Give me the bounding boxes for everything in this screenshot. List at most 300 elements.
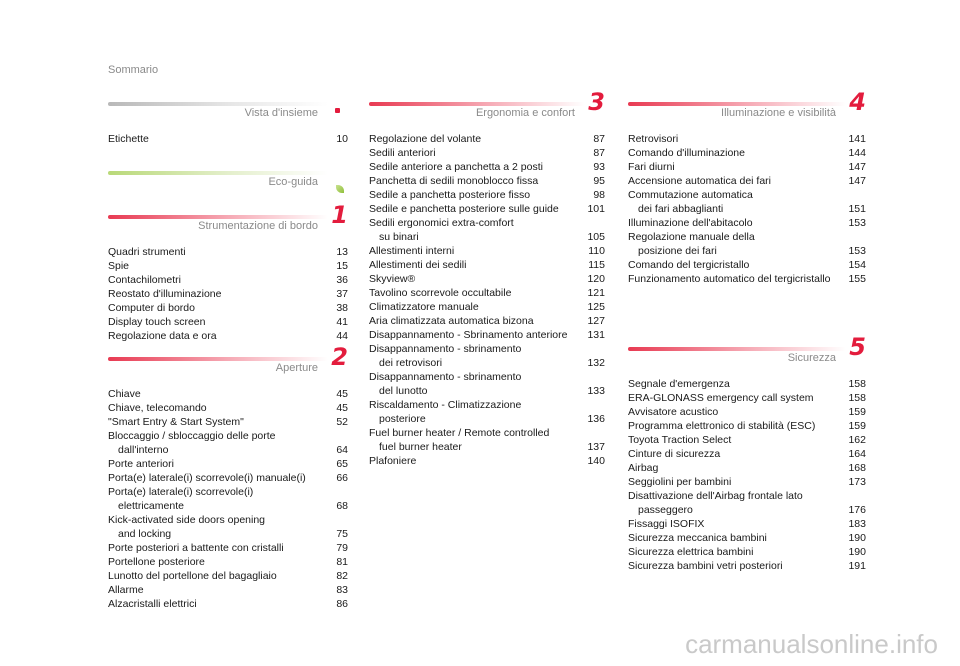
toc-entry-page: 98 bbox=[593, 189, 605, 201]
toc-entry[interactable] bbox=[628, 377, 866, 391]
toc-entry[interactable] bbox=[369, 426, 605, 454]
toc-entry-line: Plafoniere bbox=[369, 455, 417, 467]
toc-entry[interactable] bbox=[369, 454, 605, 468]
toc-entry[interactable] bbox=[369, 272, 605, 286]
toc-entry[interactable] bbox=[108, 287, 348, 301]
toc-entry-page: 127 bbox=[587, 315, 605, 327]
toc-entry-line: Sicurezza bambini vetri posteriori bbox=[628, 560, 783, 572]
toc-entry-title bbox=[108, 287, 222, 301]
toc-entry-page: 153 bbox=[848, 245, 866, 257]
section-divider bbox=[108, 102, 328, 106]
toc-entry[interactable] bbox=[369, 258, 605, 272]
toc-entry-page: 191 bbox=[848, 560, 866, 572]
toc-entry-page: 190 bbox=[848, 546, 866, 558]
toc-entry-page: 66 bbox=[336, 472, 348, 484]
toc-entry-page: 136 bbox=[587, 413, 605, 425]
toc-entry-line: Fuel burner heater / Remote controlled bbox=[369, 427, 550, 439]
toc-entry[interactable] bbox=[369, 300, 605, 314]
toc-entry-title bbox=[369, 160, 543, 174]
toc-entry-page: 131 bbox=[587, 329, 605, 341]
toc-entry-line: Reostato d'illuminazione bbox=[108, 288, 222, 300]
toc-entry-title bbox=[108, 471, 306, 485]
toc-entry-line: Lunotto del portellone del bagagliaio bbox=[108, 570, 277, 582]
toc-entry[interactable] bbox=[369, 174, 605, 188]
section-illuminazione bbox=[628, 88, 866, 286]
section-header bbox=[108, 169, 348, 191]
toc-entry[interactable] bbox=[108, 569, 348, 583]
toc-entry-page: 87 bbox=[593, 133, 605, 145]
toc-entry[interactable] bbox=[108, 555, 348, 569]
toc-entry-title bbox=[628, 160, 675, 174]
toc-entry-line: Chiave, telecomando bbox=[108, 402, 207, 414]
toc-entry-line: Retrovisori bbox=[628, 133, 679, 145]
toc-entry[interactable] bbox=[369, 202, 605, 216]
toc-entry-page: 137 bbox=[587, 441, 605, 453]
toc-entry[interactable] bbox=[369, 398, 605, 426]
toc-entry-line: Etichette bbox=[108, 133, 149, 145]
toc-entry-line: ERA-GLONASS emergency call system bbox=[628, 392, 814, 404]
toc-entry-line: Programma elettronico di stabilità (ESC) bbox=[628, 420, 816, 432]
toc-entry[interactable] bbox=[108, 471, 348, 485]
toc-entry-page: 158 bbox=[848, 378, 866, 390]
toc-entry-page: 120 bbox=[587, 273, 605, 285]
toc-entry-line: Climatizzatore manuale bbox=[369, 301, 479, 313]
toc-entry-title bbox=[108, 485, 253, 513]
section-divider bbox=[108, 171, 328, 175]
toc-entry-page: 79 bbox=[336, 542, 348, 554]
toc-entry-page: 121 bbox=[587, 287, 605, 299]
toc-entry-page: 65 bbox=[336, 458, 348, 470]
toc-entry-line: and locking bbox=[118, 528, 172, 540]
toc-entry-title bbox=[108, 401, 207, 415]
toc-entry-title bbox=[628, 146, 745, 160]
toc-entry-title bbox=[628, 377, 730, 391]
toc-entry-line: su binari bbox=[379, 231, 419, 243]
toc-entry[interactable] bbox=[108, 583, 348, 597]
toc-entry-line: Comando d'illuminazione bbox=[628, 147, 745, 159]
toc-entry-title bbox=[108, 583, 144, 597]
toc-entry-page: 41 bbox=[336, 316, 348, 328]
watermark: carmanualsonline.info bbox=[685, 629, 938, 659]
toc-entry-page: 164 bbox=[848, 448, 866, 460]
toc-entry-line: Allestimenti dei sedili bbox=[369, 259, 467, 271]
toc-entry-line: dei fari abbaglianti bbox=[638, 203, 724, 215]
toc-entry-line: Cinture di sicurezza bbox=[628, 448, 721, 460]
toc-entry[interactable] bbox=[628, 391, 866, 405]
toc-entry[interactable] bbox=[628, 230, 866, 258]
toc-entry[interactable] bbox=[108, 541, 348, 555]
toc-entry-title bbox=[108, 415, 244, 429]
section-aperture bbox=[108, 343, 348, 611]
toc-entry-title bbox=[108, 301, 195, 315]
toc-entry-page: 147 bbox=[848, 175, 866, 187]
section-header bbox=[108, 100, 348, 122]
toc-entry-title bbox=[108, 569, 277, 583]
toc-entry-line: Aria climatizzata automatica bizona bbox=[369, 315, 534, 327]
toc-entry-title bbox=[108, 429, 276, 457]
section-title: Aperture bbox=[275, 362, 318, 374]
toc-entry-title bbox=[108, 259, 129, 273]
section-title: Vista d'insieme bbox=[244, 107, 318, 119]
toc-entry-page: 68 bbox=[336, 500, 348, 512]
toc-list bbox=[108, 387, 348, 611]
toc-entry-title bbox=[628, 531, 767, 545]
toc-entry-line: del lunotto bbox=[379, 385, 428, 397]
section-divider bbox=[108, 357, 328, 361]
section-title: Sicurezza bbox=[787, 352, 836, 364]
toc-entry-page: 83 bbox=[336, 584, 348, 596]
section-divider bbox=[628, 347, 846, 351]
toc-entry-page: 15 bbox=[336, 260, 348, 272]
toc-entry-title bbox=[369, 202, 559, 216]
toc-entry-page: 144 bbox=[848, 147, 866, 159]
toc-entry[interactable] bbox=[628, 258, 866, 272]
toc-entry-title bbox=[108, 132, 149, 146]
toc-entry[interactable] bbox=[369, 342, 605, 370]
toc-entry-title bbox=[628, 489, 803, 517]
section-number: 4 bbox=[849, 88, 866, 116]
toc-entry[interactable] bbox=[369, 132, 605, 146]
toc-entry-line: Segnale d'emergenza bbox=[628, 378, 730, 390]
toc-entry-title bbox=[108, 555, 205, 569]
toc-entry-line: Funzionamento automatico del tergicristallo bbox=[628, 273, 831, 285]
toc-entry-page: 162 bbox=[848, 434, 866, 446]
toc-entry[interactable] bbox=[369, 286, 605, 300]
toc-entry-title bbox=[628, 391, 814, 405]
toc-entry-title bbox=[108, 457, 174, 471]
toc-entry-page: 38 bbox=[336, 302, 348, 314]
toc-entry-title bbox=[369, 426, 549, 454]
toc-entry-title bbox=[628, 188, 753, 216]
section-sicurezza bbox=[628, 333, 866, 573]
toc-entry-line: Comando del tergicristallo bbox=[628, 259, 750, 271]
toc-entry-page: 159 bbox=[848, 406, 866, 418]
section-vista bbox=[108, 100, 348, 146]
toc-entry-line: Fissaggi ISOFIX bbox=[628, 518, 705, 530]
toc-entry-page: 147 bbox=[848, 161, 866, 173]
toc-entry-title bbox=[628, 447, 720, 461]
toc-entry-line: Tavolino scorrevole occultabile bbox=[369, 287, 512, 299]
toc-entry-title bbox=[369, 398, 521, 426]
toc-entry-line: Sedili ergonomici extra-comfort bbox=[369, 217, 514, 229]
toc-entry-line: dei retrovisori bbox=[379, 357, 443, 369]
toc-entry-line: Alzacristalli elettrici bbox=[108, 598, 197, 610]
toc-entry-title bbox=[369, 342, 521, 370]
toc-entry[interactable] bbox=[628, 531, 866, 545]
toc-list bbox=[628, 377, 866, 573]
toc-entry-page: 132 bbox=[587, 357, 605, 369]
section-title: Ergonomia e confort bbox=[475, 107, 575, 119]
toc-entry-line: fuel burner heater bbox=[379, 441, 462, 453]
toc-entry[interactable] bbox=[108, 245, 348, 259]
toc-entry-title bbox=[369, 132, 481, 146]
toc-entry-title bbox=[628, 545, 753, 559]
toc-entry[interactable] bbox=[369, 188, 605, 202]
toc-entry-page: 75 bbox=[336, 528, 348, 540]
section-ergonomia bbox=[369, 88, 605, 468]
toc-entry-page: 140 bbox=[587, 455, 605, 467]
section-marker-icon bbox=[335, 108, 340, 113]
toc-entry-line: Porta(e) laterale(i) scorrevole(i) manuale(i) bbox=[108, 472, 306, 484]
toc-list bbox=[108, 132, 348, 146]
toc-entry-line: Allestimenti interni bbox=[369, 245, 455, 257]
section-number: 5 bbox=[849, 333, 866, 361]
toc-entry-title bbox=[108, 329, 217, 343]
toc-entry-title bbox=[628, 405, 718, 419]
toc-entry-page: 173 bbox=[848, 476, 866, 488]
section-title: Strumentazione di bordo bbox=[198, 220, 318, 232]
section-strumentazione bbox=[108, 201, 348, 343]
toc-entry-line: Accensione automatica dei fari bbox=[628, 175, 771, 187]
toc-entry[interactable] bbox=[628, 216, 866, 230]
toc-entry-title bbox=[369, 216, 514, 244]
toc-entry-page: 105 bbox=[587, 231, 605, 243]
section-number: 2 bbox=[331, 343, 348, 371]
toc-entry-page: 125 bbox=[587, 301, 605, 313]
toc-list bbox=[108, 245, 348, 343]
toc-entry-line: "Smart Entry & Start System" bbox=[108, 416, 244, 428]
toc-entry-line: Regolazione del volante bbox=[369, 133, 482, 145]
toc-entry-line: Sedili anteriori bbox=[369, 147, 436, 159]
toc-entry-title bbox=[108, 387, 141, 401]
toc-entry-line: Allarme bbox=[108, 584, 144, 596]
toc-entry[interactable] bbox=[628, 475, 866, 489]
toc-entry[interactable] bbox=[108, 301, 348, 315]
toc-entry-title bbox=[628, 174, 771, 188]
section-number: 1 bbox=[331, 201, 348, 229]
toc-entry[interactable] bbox=[108, 273, 348, 287]
toc-entry-line: Display touch screen bbox=[108, 316, 206, 328]
toc-entry-title bbox=[628, 132, 678, 146]
toc-entry-page: 45 bbox=[336, 402, 348, 414]
section-number: 3 bbox=[588, 88, 605, 116]
toc-entry-page: 52 bbox=[336, 416, 348, 428]
toc-entry-title bbox=[369, 286, 511, 300]
toc-entry[interactable] bbox=[628, 160, 866, 174]
toc-entry[interactable] bbox=[108, 415, 348, 429]
toc-entry-page: 45 bbox=[336, 388, 348, 400]
toc-entry-page: 95 bbox=[593, 175, 605, 187]
toc-entry-title bbox=[108, 541, 284, 555]
toc-entry-line: Avvisatore acustico bbox=[628, 406, 719, 418]
toc-entry-line: Porte anteriori bbox=[108, 458, 174, 470]
toc-entry-page: 64 bbox=[336, 444, 348, 456]
toc-entry[interactable] bbox=[108, 597, 348, 611]
toc-entry-line: Contachilometri bbox=[108, 274, 181, 286]
toc-entry-page: 13 bbox=[336, 246, 348, 258]
toc-list bbox=[369, 132, 605, 468]
toc-entry-page: 36 bbox=[336, 274, 348, 286]
toc-entry-page: 168 bbox=[848, 462, 866, 474]
toc-entry[interactable] bbox=[628, 174, 866, 188]
toc-entry-line: Sedile e panchetta posteriore sulle guide bbox=[369, 203, 559, 215]
section-header bbox=[369, 88, 605, 122]
toc-entry[interactable] bbox=[108, 513, 348, 541]
toc-entry-page: 44 bbox=[336, 330, 348, 342]
toc-entry-page: 87 bbox=[593, 147, 605, 159]
toc-entry[interactable] bbox=[628, 461, 866, 475]
toc-entry-title bbox=[628, 419, 815, 433]
toc-entry[interactable] bbox=[108, 457, 348, 471]
section-header bbox=[628, 333, 866, 367]
toc-entry-line: Regolazione manuale della bbox=[628, 231, 755, 243]
toc-entry[interactable] bbox=[628, 559, 866, 573]
toc-entry[interactable] bbox=[628, 489, 866, 517]
toc-entry[interactable] bbox=[628, 447, 866, 461]
toc-entry[interactable] bbox=[628, 433, 866, 447]
section-divider bbox=[628, 102, 846, 106]
toc-entry[interactable] bbox=[628, 405, 866, 419]
toc-entry[interactable] bbox=[628, 419, 866, 433]
toc-entry-title bbox=[628, 230, 755, 258]
toc-entry-line: Panchetta di sedili monoblocco fissa bbox=[369, 175, 539, 187]
toc-entry[interactable] bbox=[369, 160, 605, 174]
toc-entry-title bbox=[108, 513, 265, 541]
toc-entry[interactable] bbox=[108, 132, 348, 146]
toc-entry-line: Disappannamento - Sbrinamento anteriore bbox=[369, 329, 568, 341]
toc-entry[interactable] bbox=[108, 329, 348, 343]
toc-entry-line: Airbag bbox=[628, 462, 659, 474]
toc-entry-line: passeggero bbox=[638, 504, 693, 516]
toc-entry[interactable] bbox=[108, 401, 348, 415]
section-eco bbox=[108, 169, 348, 191]
toc-entry[interactable] bbox=[108, 485, 348, 513]
toc-entry-title bbox=[369, 314, 534, 328]
toc-entry-line: Sicurezza elettrica bambini bbox=[628, 546, 754, 558]
toc-entry-title bbox=[628, 559, 783, 573]
toc-entry[interactable] bbox=[628, 132, 866, 146]
toc-entry-page: 153 bbox=[848, 217, 866, 229]
toc-entry-title bbox=[369, 370, 521, 398]
toc-entry[interactable] bbox=[369, 146, 605, 160]
toc-entry-title bbox=[628, 216, 753, 230]
toc-entry-page: 158 bbox=[848, 392, 866, 404]
toc-entry-title bbox=[628, 433, 731, 447]
toc-entry-page: 115 bbox=[588, 259, 605, 271]
toc-entry[interactable] bbox=[369, 370, 605, 398]
toc-entry-line: Regolazione data e ora bbox=[108, 330, 217, 342]
toc-entry-title bbox=[369, 174, 538, 188]
toc-entry-page: 93 bbox=[593, 161, 605, 173]
toc-entry[interactable] bbox=[628, 545, 866, 559]
section-title: Illuminazione e visibilità bbox=[721, 107, 836, 119]
section-divider bbox=[108, 215, 328, 219]
toc-entry[interactable] bbox=[369, 216, 605, 244]
section-title: Eco-guida bbox=[268, 176, 318, 188]
toc-entry-title bbox=[628, 475, 731, 489]
toc-entry-page: 159 bbox=[848, 420, 866, 432]
toc-entry-line: Porta(e) laterale(i) scorrevole(i) bbox=[108, 486, 254, 498]
toc-entry-line: posizione dei fari bbox=[638, 245, 717, 257]
toc-entry-line: Fari diurni bbox=[628, 161, 675, 173]
section-divider bbox=[369, 102, 585, 106]
toc-entry-title bbox=[369, 188, 530, 202]
toc-entry-title bbox=[628, 258, 749, 272]
toc-entry-page: 190 bbox=[848, 532, 866, 544]
toc-entry-page: 101 bbox=[587, 203, 605, 215]
toc-entry[interactable] bbox=[369, 328, 605, 342]
toc-entry-page: 82 bbox=[336, 570, 348, 582]
toc-entry-page: 133 bbox=[587, 385, 605, 397]
toc-entry-page: 81 bbox=[336, 556, 348, 568]
toc-entry-page: 37 bbox=[336, 288, 348, 300]
toc-entry-line: Disappannamento - sbrinamento bbox=[369, 343, 522, 355]
toc-entry-line: Bloccaggio / sbloccaggio delle porte bbox=[108, 430, 276, 442]
toc-entry-title bbox=[369, 244, 454, 258]
toc-entry-line: Sedile anteriore a panchetta a 2 posti bbox=[369, 161, 543, 173]
toc-entry-line: posteriore bbox=[379, 413, 426, 425]
toc-entry-page: 155 bbox=[848, 273, 866, 285]
toc-entry-line: Toyota Traction Select bbox=[628, 434, 732, 446]
toc-entry-line: Seggiolini per bambini bbox=[628, 476, 732, 488]
toc-entry[interactable] bbox=[369, 244, 605, 258]
toc-entry-title bbox=[369, 300, 479, 314]
toc-entry-title bbox=[369, 272, 415, 286]
toc-entry-page: 110 bbox=[588, 245, 605, 257]
toc-entry-line: Illuminazione dell'abitacolo bbox=[628, 217, 753, 229]
toc-entry-line: Computer di bordo bbox=[108, 302, 195, 314]
leaf-icon bbox=[336, 185, 344, 193]
toc-entry-page: 10 bbox=[336, 133, 348, 145]
section-header bbox=[628, 88, 866, 122]
toc-entry-line: Quadri strumenti bbox=[108, 246, 186, 258]
toc-entry[interactable] bbox=[628, 517, 866, 531]
toc-entry-page: 154 bbox=[848, 259, 866, 271]
toc-entry-title bbox=[108, 597, 197, 611]
toc-entry-title bbox=[369, 454, 416, 468]
toc-entry[interactable] bbox=[108, 315, 348, 329]
toc-list bbox=[628, 132, 866, 286]
toc-entry[interactable] bbox=[369, 314, 605, 328]
toc-entry-line: Porte posteriori a battente con cristalli bbox=[108, 542, 284, 554]
toc-entry-title bbox=[628, 461, 658, 475]
toc-entry-page: 176 bbox=[848, 504, 866, 516]
toc-entry-page: 183 bbox=[848, 518, 866, 530]
toc-entry-title bbox=[628, 517, 704, 531]
toc-entry-line: elettricamente bbox=[118, 500, 184, 512]
toc-entry-line: Portellone posteriore bbox=[108, 556, 205, 568]
toc-entry-line: Sicurezza meccanica bambini bbox=[628, 532, 767, 544]
toc-entry-title bbox=[108, 273, 181, 287]
toc-entry-title bbox=[628, 272, 831, 286]
toc-entry-line: Riscaldamento - Climatizzazione bbox=[369, 399, 522, 411]
toc-entry-line: Disappannamento - sbrinamento bbox=[369, 371, 522, 383]
toc-entry[interactable] bbox=[108, 429, 348, 457]
page-label: Sommario bbox=[108, 64, 159, 76]
toc-entry-page: 86 bbox=[336, 598, 348, 610]
toc-entry[interactable] bbox=[628, 188, 866, 216]
toc-entry-line: dall'interno bbox=[118, 444, 169, 456]
toc-entry-title bbox=[108, 315, 205, 329]
toc-entry-title bbox=[369, 258, 466, 272]
toc-entry[interactable] bbox=[108, 387, 348, 401]
toc-entry-line: Disattivazione dell'Airbag frontale lato bbox=[628, 490, 803, 502]
toc-entry-line: Commutazione automatica bbox=[628, 189, 753, 201]
toc-entry-line: Chiave bbox=[108, 388, 141, 400]
toc-entry[interactable] bbox=[108, 259, 348, 273]
toc-entry-page: 151 bbox=[848, 203, 866, 215]
toc-entry-line: Skyview® bbox=[369, 273, 416, 285]
toc-entry[interactable] bbox=[628, 272, 866, 286]
toc-entry[interactable] bbox=[628, 146, 866, 160]
section-header bbox=[108, 343, 348, 377]
toc-entry-line: Spie bbox=[108, 260, 130, 272]
toc-entry-title bbox=[108, 245, 186, 259]
toc-entry-line: Sedile a panchetta posteriore fisso bbox=[369, 189, 531, 201]
toc-entry-title bbox=[369, 328, 567, 342]
toc-entry-page: 141 bbox=[848, 133, 866, 145]
section-header bbox=[108, 201, 348, 235]
